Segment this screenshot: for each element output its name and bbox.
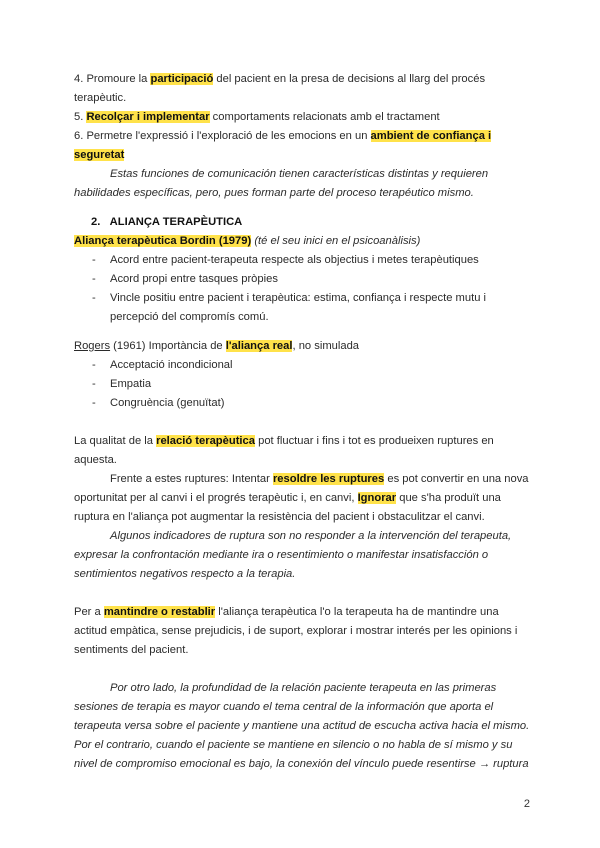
list-item: - Acceptació incondicional xyxy=(92,356,534,375)
bordin-line: Aliança terapèutica Bordin (1979) (té el seu inici en el psicoanàlisis) xyxy=(74,235,421,247)
highlight: Recolçar i implementar xyxy=(86,111,210,123)
highlight: relació terapèutica xyxy=(156,435,255,447)
list-item-6: 6. Permetre l'expressió i l'exploració de les emocions en un ambient de confiança i seguretat xyxy=(74,130,492,161)
list-item-5: 5. Recolçar i implementar comportaments relacionats amb el tractament xyxy=(74,111,440,123)
rogers-line: Rogers (1961) Importància de l'aliança real, no simulada xyxy=(74,340,360,352)
list-item: - Acord propi entre tasques pròpies xyxy=(92,270,534,289)
note-depth: Por otro lado, la profundidad de la relación paciente terapeuta en las primeras sesiones de terapia es mayor cuando el tema central de la información que aporta el terapeuta versa sobre el paciente y mantiene una actitud de escucha activa hacia el mismo. Por el contrario, cuando el paciente se mantiene en silencio o no habla de sí mismo y su nivel de compromiso emocional es bajo, la conexión del vínculo puede resentirse → ruptura xyxy=(74,682,530,770)
document-page xyxy=(74,70,534,774)
list-item: - Acord entre pacient-terapeuta respecte als objectius i metes terapèutiques xyxy=(92,251,534,270)
highlight: resoldre les ruptures xyxy=(272,473,385,485)
highlight: mantindre o restablir xyxy=(103,606,216,618)
paragraph-ruptures: Frente a estes ruptures: Intentar resoldre les ruptures es pot convertir en una nova oportunitat per al canvi i el progrés terapèutic i, en canvi, Ignorar que s'ha produït una ruptura en l'aliança pot augmentar la resistència del pacient i obstaculitzar el canvi. xyxy=(74,473,529,523)
highlight: participació xyxy=(150,73,214,85)
highlight: ambient de confiança i seguretat xyxy=(74,130,492,161)
section-heading: 2. ALIANÇA TERAPÈUTICA xyxy=(91,216,243,228)
highlight: Ignorar xyxy=(357,492,397,504)
list-item: - Vincle positiu entre pacient i terapèutica: estima, confiança i respecte mutu i percepció del compromís comú. xyxy=(92,289,534,327)
page-number: 2 xyxy=(523,798,530,810)
highlight: Aliança terapèutica Bordin (1979) xyxy=(74,235,252,247)
paragraph-quality: La qualitat de la relació terapèutica pot fluctuar i fins i tot es produeixen ruptures en aquesta. xyxy=(74,435,494,466)
note-functions: Estas funciones de comunicación tienen características distintas y requieren habilidades específicas, pero, pues forman parte del proceso terapéutico mismo. xyxy=(74,168,489,199)
highlight: l'aliança real xyxy=(225,340,293,352)
list-item-4: 4. Promoure la participació del pacient en la presa de decisions al llarg del procés terapèutic. xyxy=(74,73,486,104)
note-indicators: Algunos indicadores de ruptura son no responder a la intervención del terapeuta, expresar la confrontación mediante ira o resentimiento o manifestar insatisfacción o sentimientos negativos respecto a la terapia. xyxy=(74,530,512,580)
paragraph-maintain: Per a mantindre o restablir l'aliança terapèutica l'o la terapeuta ha de mantindre una actitud empàtica, sense prejudicis, i de suport, explorar i mostrar interés per les opinions i sentiments del pacient. xyxy=(74,606,518,656)
rogers-list xyxy=(74,356,534,413)
bordin-list xyxy=(74,251,534,327)
list-item: - Empatia xyxy=(92,375,534,394)
list-item: - Congruència (genuïtat) xyxy=(92,394,534,413)
